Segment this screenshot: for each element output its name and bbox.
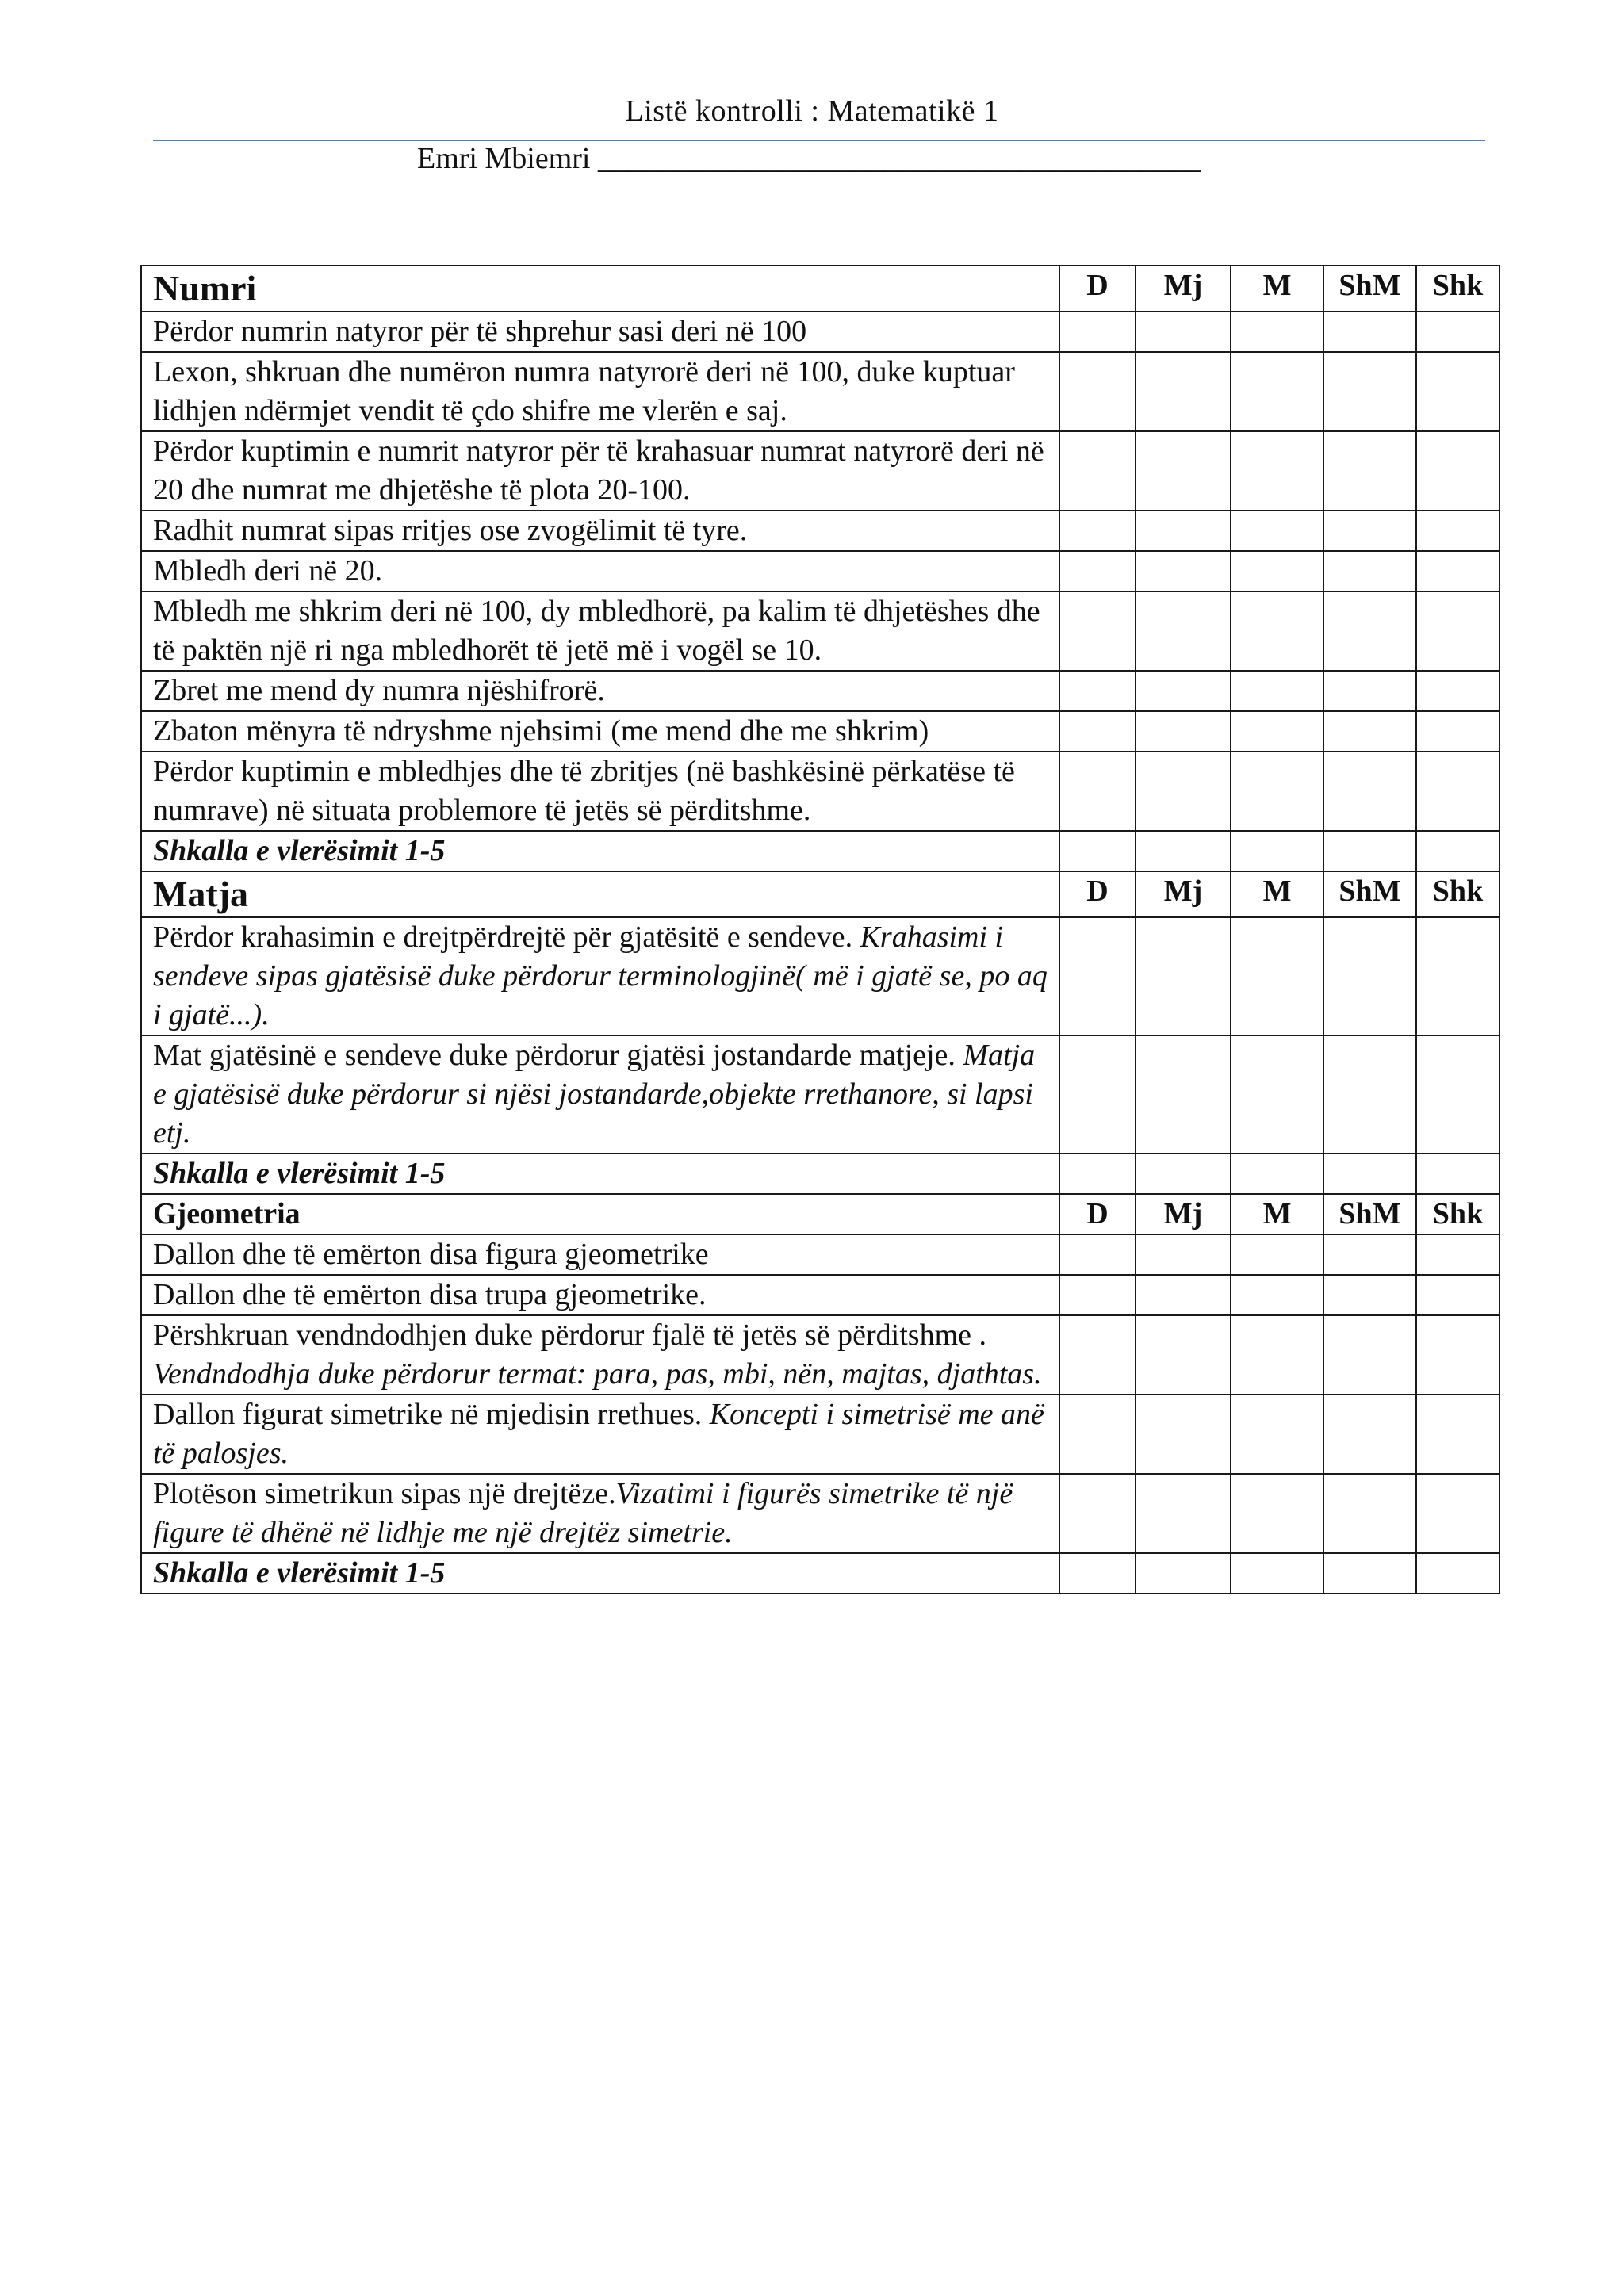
mark-cell[interactable] [1323, 1035, 1416, 1154]
mark-cell[interactable] [1416, 671, 1500, 711]
criterion-text: Dallon figurat simetrike në mjedisin rrethues. Koncepti i simetrisë me anë të palosjes. [141, 1395, 1059, 1474]
mark-cell[interactable] [1136, 1035, 1231, 1154]
criterion-text: Përdor kuptimin e numrit natyror për të krahasuar numrat natyrorë deri në 20 dhe numrat me dhjetëshe të plota 20-100. [141, 431, 1059, 511]
mark-cell[interactable] [1059, 431, 1136, 511]
criterion-row [141, 1315, 1500, 1395]
scale-label: Shkalla e vlerësimit 1-5 [141, 1154, 1059, 1194]
column-header: ShM [1323, 266, 1416, 312]
criterion-row [141, 1474, 1500, 1553]
mark-cell[interactable] [1136, 1234, 1231, 1275]
mark-cell[interactable] [1323, 1474, 1416, 1553]
column-header: Mj [1136, 266, 1231, 312]
mark-cell[interactable] [1323, 1315, 1416, 1395]
mark-cell[interactable] [1231, 1315, 1323, 1395]
mark-cell[interactable] [1231, 831, 1323, 871]
mark-cell[interactable] [1231, 1275, 1323, 1315]
mark-cell[interactable] [1231, 511, 1323, 551]
mark-cell[interactable] [1136, 917, 1231, 1035]
scale-row [141, 831, 1500, 871]
mark-cell[interactable] [1231, 312, 1323, 352]
criterion-text: Mbledh me shkrim deri në 100, dy mbledhorë, pa kalim të dhjetëshes dhe të paktën një ri nga mbledhorët të jetë më i vogël se 10. [141, 591, 1059, 671]
criterion-text: Radhit numrat sipas rritjes ose zvogëlimit të tyre. [141, 511, 1059, 551]
mark-cell[interactable] [1323, 1553, 1416, 1594]
mark-cell[interactable] [1231, 711, 1323, 752]
criterion-row [141, 511, 1500, 551]
mark-cell[interactable] [1231, 1395, 1323, 1474]
criterion-text: Përdor numrin natyror për të shprehur sasi deri në 100 [141, 312, 1059, 352]
scale-label: Shkalla e vlerësimit 1-5 [141, 831, 1059, 871]
mark-cell[interactable] [1416, 312, 1500, 352]
criterion-text: Përdor krahasimin e drejtpërdrejtë për gjatësitë e sendeve. Krahasimi i sendeve sipas gjatësisë duke përdorur terminologjinë( më i gjatë se, po aq i gjatë...). [141, 917, 1059, 1035]
mark-cell[interactable] [1416, 511, 1500, 551]
criterion-text: Mbledh deri në 20. [141, 551, 1059, 591]
section-header-row [141, 871, 1500, 917]
mark-cell[interactable] [1059, 1315, 1136, 1395]
mark-cell[interactable] [1323, 591, 1416, 671]
mark-cell[interactable] [1136, 591, 1231, 671]
mark-cell[interactable] [1323, 1234, 1416, 1275]
column-header: Shk [1416, 1194, 1500, 1234]
mark-cell[interactable] [1416, 591, 1500, 671]
column-header: M [1231, 871, 1323, 917]
mark-cell[interactable] [1231, 1234, 1323, 1275]
criterion-row [141, 591, 1500, 671]
mark-cell[interactable] [1136, 1315, 1231, 1395]
column-header: D [1059, 871, 1136, 917]
mark-cell[interactable] [1323, 917, 1416, 1035]
mark-cell[interactable] [1323, 1275, 1416, 1315]
mark-cell[interactable] [1136, 752, 1231, 831]
mark-cell[interactable] [1136, 831, 1231, 871]
mark-cell[interactable] [1416, 1035, 1500, 1154]
mark-cell[interactable] [1231, 591, 1323, 671]
mark-cell[interactable] [1231, 671, 1323, 711]
mark-cell[interactable] [1059, 1275, 1136, 1315]
mark-cell[interactable] [1059, 352, 1136, 431]
mark-cell[interactable] [1059, 711, 1136, 752]
mark-cell[interactable] [1231, 1154, 1323, 1194]
mark-cell[interactable] [1416, 1315, 1500, 1395]
mark-cell[interactable] [1059, 312, 1136, 352]
column-header: ShM [1323, 1194, 1416, 1234]
mark-cell[interactable] [1059, 917, 1136, 1035]
mark-cell[interactable] [1136, 1275, 1231, 1315]
mark-cell[interactable] [1416, 917, 1500, 1035]
mark-cell[interactable] [1136, 551, 1231, 591]
mark-cell[interactable] [1231, 1553, 1323, 1594]
criterion-row [141, 671, 1500, 711]
mark-cell[interactable] [1416, 1395, 1500, 1474]
criterion-row [141, 312, 1500, 352]
mark-cell[interactable] [1059, 671, 1136, 711]
mark-cell[interactable] [1323, 831, 1416, 871]
mark-cell[interactable] [1059, 511, 1136, 551]
mark-cell[interactable] [1136, 1553, 1231, 1594]
criterion-text: Zbret me mend dy numra njëshifrorë. [141, 671, 1059, 711]
mark-cell[interactable] [1323, 312, 1416, 352]
mark-cell[interactable] [1136, 1395, 1231, 1474]
mark-cell[interactable] [1231, 352, 1323, 431]
mark-cell[interactable] [1136, 312, 1231, 352]
mark-cell[interactable] [1231, 431, 1323, 511]
mark-cell[interactable] [1059, 1035, 1136, 1154]
name-blank: ________________________________________ [597, 142, 1201, 175]
page-title: Listë kontrolli : Matematikë 1 [625, 94, 999, 128]
mark-cell[interactable] [1416, 1154, 1500, 1194]
mark-cell[interactable] [1323, 511, 1416, 551]
column-header: Shk [1416, 266, 1500, 312]
mark-cell[interactable] [1136, 431, 1231, 511]
mark-cell[interactable] [1059, 1154, 1136, 1194]
mark-cell[interactable] [1416, 1474, 1500, 1553]
mark-cell[interactable] [1323, 431, 1416, 511]
mark-cell[interactable] [1059, 1395, 1136, 1474]
mark-cell[interactable] [1136, 711, 1231, 752]
mark-cell[interactable] [1059, 831, 1136, 871]
criterion-text: Dallon dhe të emërton disa figura gjeometrike [141, 1234, 1059, 1275]
mark-cell[interactable] [1231, 917, 1323, 1035]
mark-cell[interactable] [1136, 1154, 1231, 1194]
mark-cell[interactable] [1323, 1395, 1416, 1474]
mark-cell[interactable] [1231, 1474, 1323, 1553]
mark-cell[interactable] [1059, 551, 1136, 591]
criterion-row [141, 551, 1500, 591]
mark-cell[interactable] [1323, 711, 1416, 752]
mark-cell[interactable] [1323, 1154, 1416, 1194]
criterion-text: Zbaton mënyra të ndryshme njehsimi (me mend dhe me shkrim) [141, 711, 1059, 752]
section-title: Gjeometria [141, 1194, 1059, 1234]
criterion-row [141, 1395, 1500, 1474]
criterion-row [141, 1234, 1500, 1275]
mark-cell[interactable] [1416, 352, 1500, 431]
mark-cell[interactable] [1136, 1474, 1231, 1553]
criterion-text: Përshkruan vendndodhjen duke përdorur fjalë të jetës së përditshme . Vendndodhja duke përdorur termat: para, pas, mbi, nën, majtas, djathtas. [141, 1315, 1059, 1395]
mark-cell[interactable] [1136, 352, 1231, 431]
criterion-row [141, 431, 1500, 511]
section-header-row [141, 1194, 1500, 1234]
name-field[interactable] [417, 141, 1201, 176]
checklist-table [140, 265, 1500, 1594]
mark-cell[interactable] [1136, 671, 1231, 711]
column-header: ShM [1323, 871, 1416, 917]
mark-cell[interactable] [1059, 591, 1136, 671]
mark-cell[interactable] [1059, 1553, 1136, 1594]
criterion-row [141, 917, 1500, 1035]
mark-cell[interactable] [1231, 752, 1323, 831]
name-label: Emri Mbiemri [417, 142, 591, 175]
criterion-text: Plotëson simetrikun sipas një drejtëze.Vizatimi i figurës simetrike të një figure të dhënë në lidhje me një drejtëz simetrie. [141, 1474, 1059, 1553]
mark-cell[interactable] [1416, 431, 1500, 511]
column-header: M [1231, 1194, 1323, 1234]
criterion-row [141, 752, 1500, 831]
mark-cell[interactable] [1323, 352, 1416, 431]
mark-cell[interactable] [1136, 511, 1231, 551]
section-title: Matja [141, 871, 1059, 917]
column-header: Mj [1136, 871, 1231, 917]
mark-cell[interactable] [1059, 1234, 1136, 1275]
scale-row [141, 1553, 1500, 1594]
criterion-text: Përdor kuptimin e mbledhjes dhe të zbritjes (në bashkësinë përkatëse të numrave) në situata problemore të jetës së përditshme. [141, 752, 1059, 831]
mark-cell[interactable] [1416, 831, 1500, 871]
criterion-row [141, 1035, 1500, 1154]
mark-cell[interactable] [1416, 1553, 1500, 1594]
criterion-text: Mat gjatësinë e sendeve duke përdorur gjatësi jostandarde matjeje. Matja e gjatësisë duke përdorur si njësi jostandarde,objekte rrethanore, si lapsi etj. [141, 1035, 1059, 1154]
column-header: D [1059, 266, 1136, 312]
criterion-text: Lexon, shkruan dhe numëron numra natyrorë deri në 100, duke kuptuar lidhjen ndërmjet vendit të çdo shifre me vlerën e saj. [141, 352, 1059, 431]
mark-cell[interactable] [1323, 752, 1416, 831]
mark-cell[interactable] [1059, 1474, 1136, 1553]
column-header: Shk [1416, 871, 1500, 917]
criterion-text: Dallon dhe të emërton disa trupa gjeometrike. [141, 1275, 1059, 1315]
mark-cell[interactable] [1059, 752, 1136, 831]
section-header-row [141, 266, 1500, 312]
mark-cell[interactable] [1231, 1035, 1323, 1154]
mark-cell[interactable] [1416, 551, 1500, 591]
mark-cell[interactable] [1416, 711, 1500, 752]
section-title: Numri [141, 266, 1059, 312]
scale-row [141, 1154, 1500, 1194]
mark-cell[interactable] [1416, 1234, 1500, 1275]
criterion-row [141, 352, 1500, 431]
mark-cell[interactable] [1416, 1275, 1500, 1315]
criterion-row [141, 711, 1500, 752]
column-header: D [1059, 1194, 1136, 1234]
column-header: M [1231, 266, 1323, 312]
criterion-row [141, 1275, 1500, 1315]
mark-cell[interactable] [1323, 671, 1416, 711]
mark-cell[interactable] [1323, 551, 1416, 591]
mark-cell[interactable] [1416, 752, 1500, 831]
column-header: Mj [1136, 1194, 1231, 1234]
mark-cell[interactable] [1231, 551, 1323, 591]
scale-label: Shkalla e vlerësimit 1-5 [141, 1553, 1059, 1594]
